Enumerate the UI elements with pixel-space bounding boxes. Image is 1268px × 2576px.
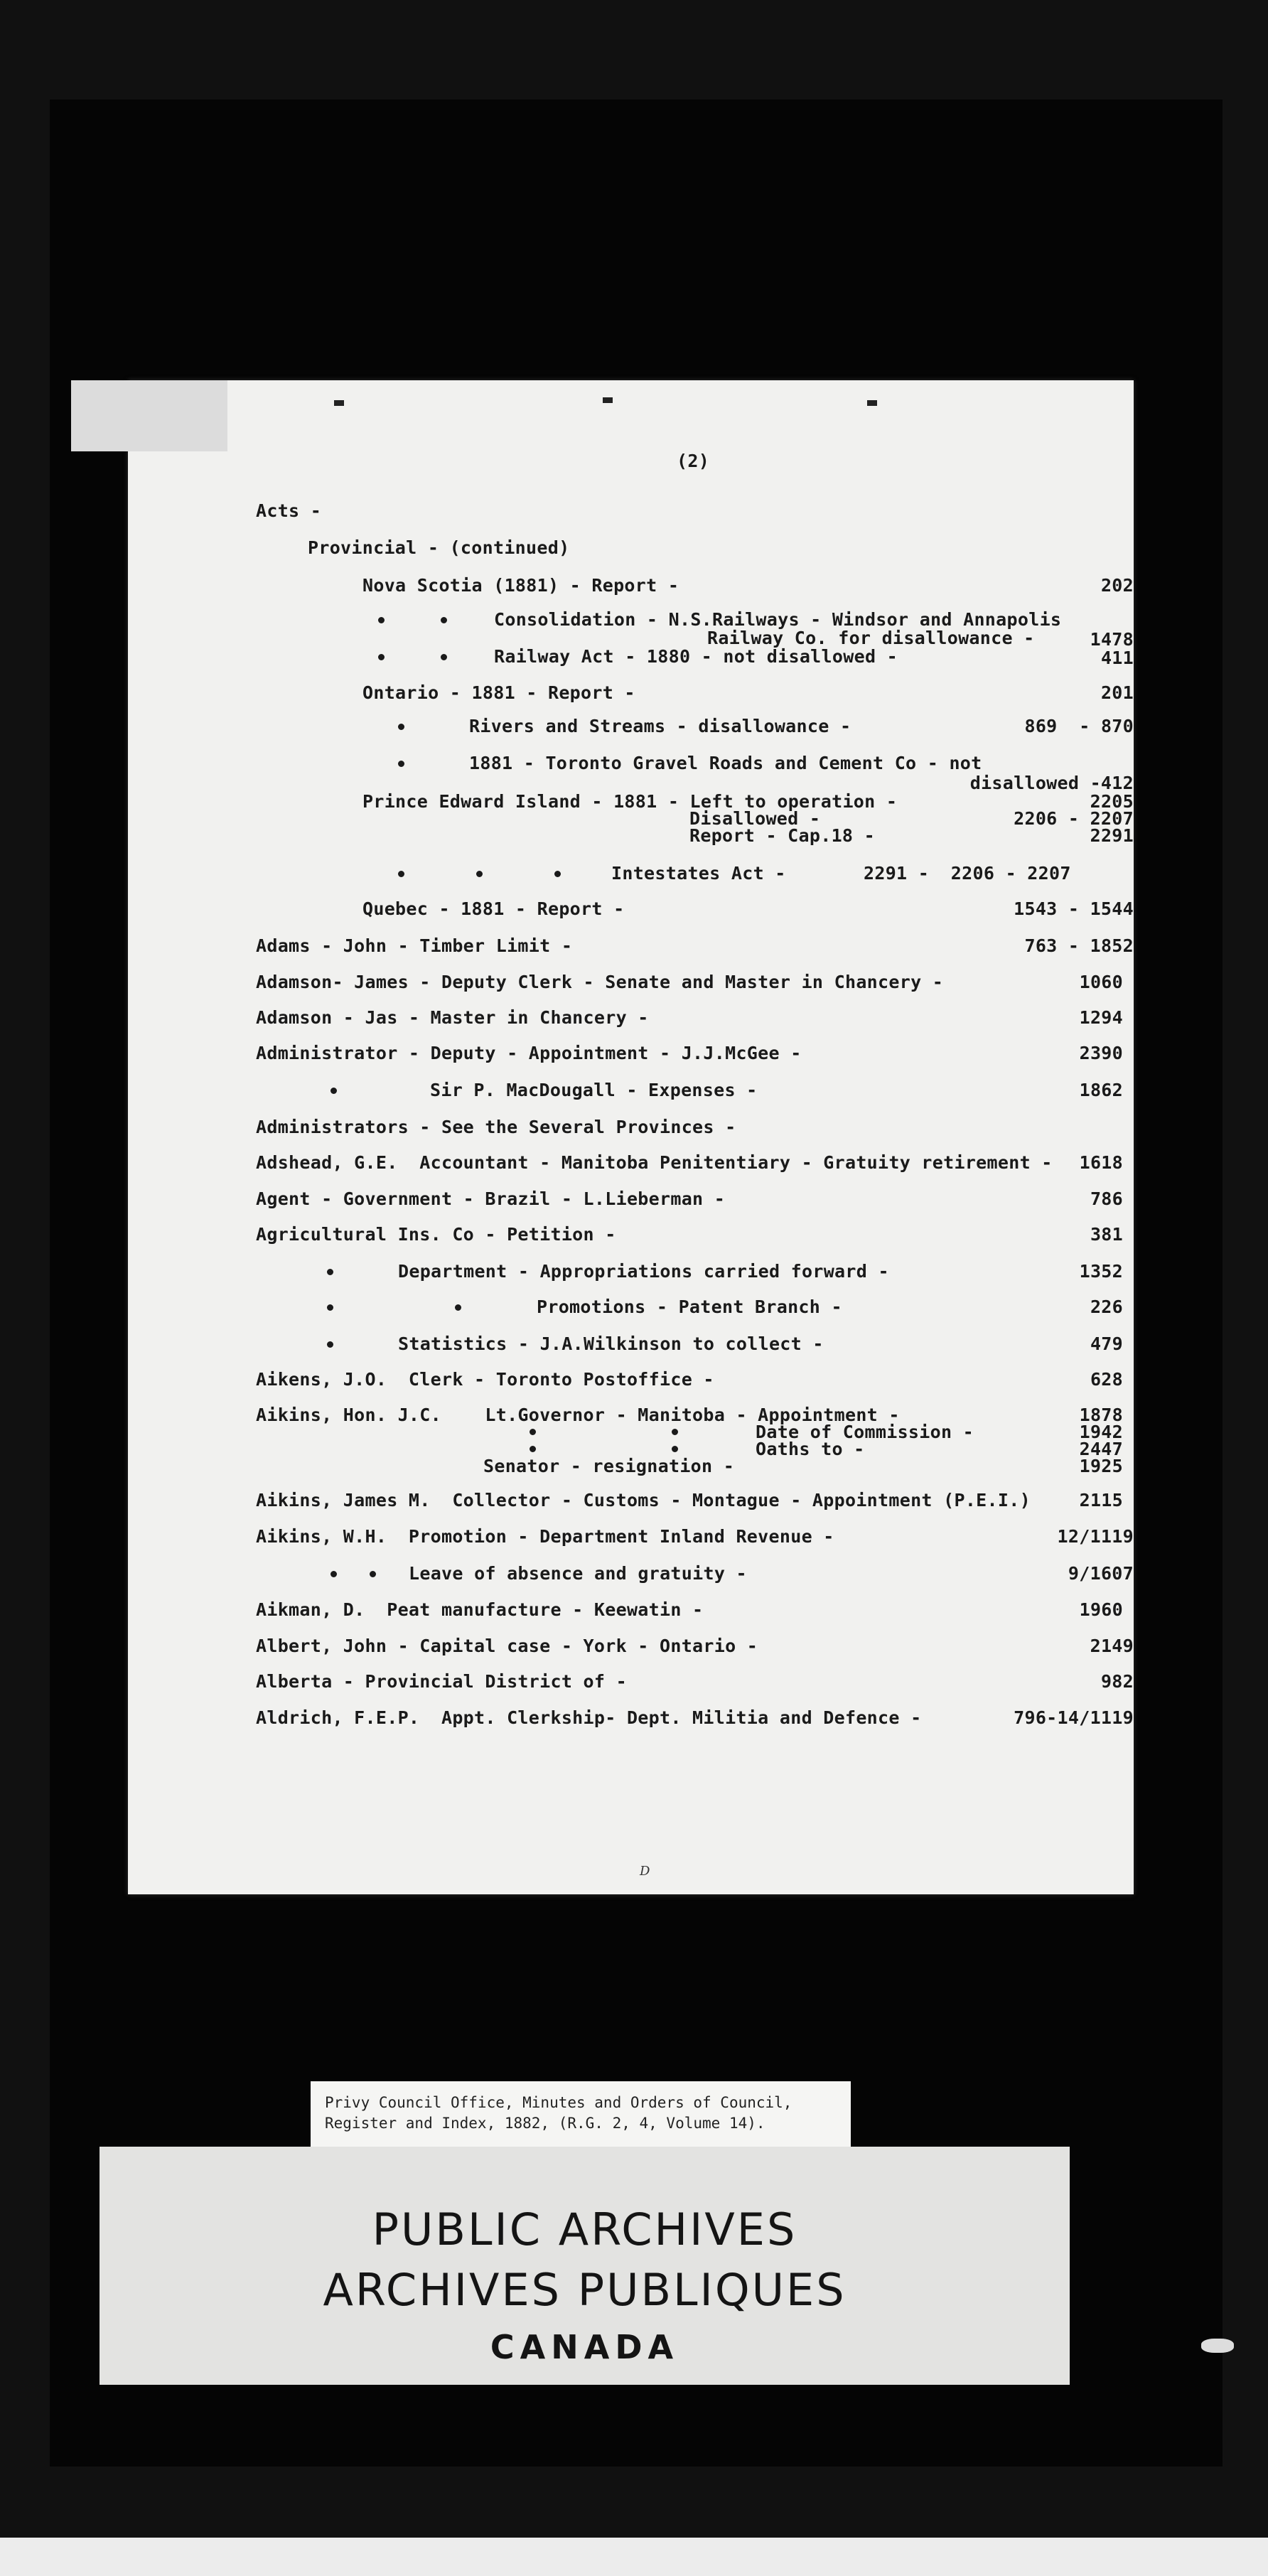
entry-ref: 2291 <box>1090 825 1134 846</box>
entry: Adamson - Jas - Master in Chancery - <box>256 1007 649 1028</box>
entry: Rivers and Streams - disallowance - <box>469 716 851 736</box>
entry-ref: 1960 <box>1079 1599 1123 1620</box>
entry-ref: 2115 <box>1079 1490 1123 1510</box>
entry: Senator - resignation - <box>483 1456 735 1476</box>
entry: Administrators - See the Several Provinces - <box>256 1117 736 1137</box>
ditto-mark <box>441 654 447 660</box>
ditto-mark <box>554 871 561 877</box>
entry: Oaths to - <box>756 1439 865 1459</box>
entry: Adams - John - Timber Limit - <box>256 935 573 956</box>
ditto-mark <box>331 1088 337 1094</box>
entry-ref: 763 - 1852 <box>1024 935 1134 956</box>
entry: Statistics - J.A.Wilkinson to collect - <box>398 1333 824 1354</box>
entry-ref: 2205 <box>1090 791 1134 812</box>
entry-ref: 2206 - 2207 <box>1014 808 1134 829</box>
entry-ref: disallowed -412 <box>969 773 1134 793</box>
ditto-mark <box>331 1571 337 1577</box>
entry-ref: 202 <box>1100 575 1134 596</box>
entry-ref: 2390 <box>1079 1043 1123 1063</box>
entry-ref: 796-14/1119 <box>1014 1707 1134 1728</box>
ditto-mark <box>672 1446 678 1452</box>
punch-mark <box>867 400 877 406</box>
entry: Ontario - 1881 - Report - <box>362 682 635 703</box>
subheading: Provincial - (continued) <box>308 537 570 558</box>
heading: Acts - <box>256 500 322 521</box>
ditto-mark <box>398 871 404 877</box>
entry: Department - Appropriations carried forward - <box>398 1261 889 1282</box>
entry: Disallowed - <box>689 808 821 829</box>
ditto-mark <box>455 1304 461 1311</box>
entry: Railway Act - 1880 - not disallowed - <box>494 646 898 667</box>
punch-mark <box>334 400 344 406</box>
ditto-mark <box>327 1304 333 1311</box>
entry: Aikins, James M. Collector - Customs - Montague - Appointment (P.E.I.) <box>256 1490 1031 1510</box>
punch-mark <box>603 397 613 403</box>
ditto-mark <box>378 617 385 623</box>
entry-ref: 786 <box>1090 1188 1123 1209</box>
ditto-mark <box>327 1269 333 1275</box>
stamp-line: CANADA <box>490 2328 679 2366</box>
entry: Aikins, Hon. J.C. Lt.Governor - Manitoba - Appointment - <box>256 1405 900 1425</box>
entry: Intestates Act - <box>611 863 786 884</box>
entry-ref: 226 <box>1090 1297 1123 1317</box>
stamp-line: PUBLIC ARCHIVES <box>372 2204 797 2255</box>
entry: Albert, John - Capital case - York - Ontario - <box>256 1636 758 1656</box>
entry-ref: 1294 <box>1079 1007 1123 1028</box>
entry-ref: 1352 <box>1079 1261 1123 1282</box>
entry-ref: 2447 <box>1079 1439 1123 1459</box>
entry-ref: 1878 <box>1079 1405 1123 1425</box>
entry: Aikins, W.H. Promotion - Department Inland Revenue - <box>256 1526 834 1547</box>
ditto-mark <box>370 1571 376 1577</box>
bottom-strip <box>0 2538 1268 2576</box>
caption-line: Register and Index, 1882, (R.G. 2, 4, Volume 14). <box>325 2115 765 2132</box>
entry: Sir P. MacDougall - Expenses - <box>430 1080 758 1100</box>
ditto-mark <box>530 1429 536 1435</box>
entry-ref: 982 <box>1100 1671 1134 1692</box>
entry: Quebec - 1881 - Report - <box>362 898 625 919</box>
entry-ref: 869 - 870 <box>1024 716 1134 736</box>
entry-ref: 1543 - 1544 <box>1014 898 1134 919</box>
entry-ref: 381 <box>1090 1224 1123 1245</box>
document-page <box>128 380 1134 1894</box>
entry: Prince Edward Island - 1881 - Left to operation - <box>362 791 898 812</box>
entry-ref: 12/1119 <box>1057 1526 1134 1547</box>
page-tab <box>71 380 227 451</box>
ditto-mark <box>441 617 447 623</box>
entry: Agent - Government - Brazil - L.Lieberman - <box>256 1188 726 1209</box>
entry: 1881 - Toronto Gravel Roads and Cement Co - not <box>469 753 982 773</box>
page-number: (2) <box>677 451 710 471</box>
caption-line: Privy Council Office, Minutes and Orders of Council, <box>325 2094 793 2111</box>
entry-ref: 411 <box>1100 648 1134 668</box>
entry: Aikman, D. Peat manufacture - Keewatin - <box>256 1599 704 1620</box>
entry: Consolidation - N.S.Railways - Windsor and Annapolis <box>494 609 1062 630</box>
entry-ref: 201 <box>1100 682 1134 703</box>
entry: Date of Commission - <box>756 1422 974 1442</box>
ditto-mark <box>530 1446 536 1452</box>
entry: Agricultural Ins. Co - Petition - <box>256 1224 616 1245</box>
page-mark: D <box>640 1864 650 1879</box>
entry-ref: 1942 <box>1079 1422 1123 1442</box>
ditto-mark <box>476 871 483 877</box>
entry-ref: 1862 <box>1079 1080 1123 1100</box>
ditto-mark <box>378 654 385 660</box>
entry: Leave of absence and gratuity - <box>409 1563 747 1584</box>
ditto-mark <box>398 761 404 767</box>
entry: Nova Scotia (1881) - Report - <box>362 575 679 596</box>
entry: Aldrich, F.E.P. Appt. Clerkship- Dept. Militia and Defence - <box>256 1707 922 1728</box>
entry: Alberta - Provincial District of - <box>256 1671 627 1692</box>
entry-ref: 9/1607 <box>1068 1563 1134 1584</box>
ditto-mark <box>398 724 404 730</box>
entry: Railway Co. for disallowance - <box>707 628 1035 648</box>
entry-ref: 479 <box>1090 1333 1123 1354</box>
entry-ref: 2291 - 2206 - 2207 <box>864 863 1071 884</box>
entry-ref: 1925 <box>1079 1456 1123 1476</box>
entry: Administrator - Deputy - Appointment - J.J.McGee - <box>256 1043 802 1063</box>
archives-stamp <box>100 2147 1070 2385</box>
entry: Adamson- James - Deputy Clerk - Senate and Master in Chancery - <box>256 972 944 992</box>
ditto-mark <box>672 1429 678 1435</box>
ditto-mark <box>327 1341 333 1348</box>
entry-ref: 628 <box>1090 1369 1123 1390</box>
archive-caption <box>311 2081 851 2150</box>
entry-ref: 1060 <box>1079 972 1123 992</box>
entry: Aikens, J.O. Clerk - Toronto Postoffice - <box>256 1369 714 1390</box>
entry: Promotions - Patent Branch - <box>537 1297 842 1317</box>
entry: Adshead, G.E. Accountant - Manitoba Penitentiary - Gratuity retirement - <box>256 1152 1053 1173</box>
stamp-line: ARCHIVES PUBLIQUES <box>323 2264 847 2316</box>
entry: Report - Cap.18 - <box>689 825 875 846</box>
entry-ref: 1478 <box>1090 629 1134 650</box>
film-smudge <box>1201 2339 1234 2353</box>
entry-ref: 1618 <box>1079 1152 1123 1173</box>
entry-ref: 2149 <box>1090 1636 1134 1656</box>
